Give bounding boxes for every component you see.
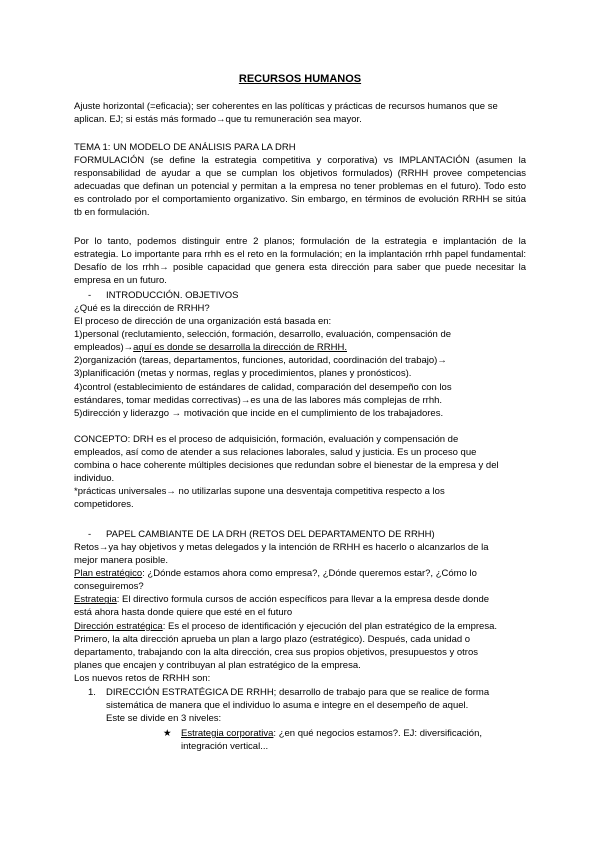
list-item: 1)personal (reclutamiento, selección, formación, desarrollo, evaluación, compensación de [74,329,452,341]
term-text: : ¿Dónde estamos ahora como empresa?, ¿Dónde queremos estar?, ¿Cómo lo [142,568,477,580]
intro-objetivos-heading [88,289,528,302]
retos-line: Retos→ya hay objetivos y metas delegados y la intención de RRHH es hacerlo o alcanzarlos de la [74,542,489,553]
dash-bullet: - [88,290,92,301]
retos-line: mejor manera posible. [74,555,168,567]
star-line [163,727,528,740]
tema1-heading: TEMA 1: UN MODELO DE ANÁLISIS PARA LA DRH [74,142,296,153]
papel-body [74,541,526,685]
term-label: Dirección estratégica [74,620,163,632]
tema1-paragraph-2: Por lo tanto, podemos distinguir entre 2 planos; formulación de la estrategia e implantación de la estrategia. Lo importante para rrhh es el reto en la formulación; en la implantación rrhh papel fundamental: Desafío de los rrhh→ posible capacidad que genera esta dirección para saber que puede necesitar la empresa en un futuro. [74,236,526,287]
direccion-line [74,620,526,633]
numbered-line: Este se divide en 3 niveles: [106,713,222,725]
list-item-text: empleados)→ [74,342,134,354]
concepto-line: empleados, así como de atender a sus relaciones laborales, salud y justicia. Es un proceso que [74,447,477,459]
document-title: RECURSOS HUMANOS [238,73,362,85]
term-label: Plan estratégico [74,568,143,580]
plan-line: conseguiremos? [74,581,144,593]
direccion-line: departamento, trabajando con la alta dirección, crea sus propios objetivos, presupuestos y otros [74,646,478,658]
term-text: : Es el proceso de identificación y ejecución del plan estratégico de la empresa. [162,620,497,632]
star-line: integración vertical... [181,741,269,753]
based-line: El proceso de dirección de una organización está basada en: [74,316,332,328]
list-item: 2)organización (tareas, departamentos, funciones, autoridad, coordinación del trabajo)→ [74,355,447,367]
underlined-text: aquí es donde se desarrolla la dirección de RRHH. [133,342,348,354]
star-list-item [163,727,528,753]
nuevos-retos-line: Los nuevos retos de RRHH son: [74,672,211,684]
concepto-line: *prácticas universales→ no utilizarlas supone una desventaja competitiva respecto a los [74,486,445,498]
direccion-line: planes que encajen y contribuyan al plan estratégico de la empresa. [74,659,361,671]
numbered-line [88,686,528,699]
estrategia-line [74,593,526,606]
item-text: DIRECCIÓN ESTRATÉGICA DE RRHH; desarrollo de trabajo para que se realice de forma [106,687,490,698]
concepto-line: CONCEPTO: DRH es el proceso de adquisición, formación, evaluación y compensación de [74,434,459,445]
question-line: ¿Qué es la dirección de RRHH? [74,303,210,314]
intro-paragraph [74,100,526,126]
list-item: 4)control (establecimiento de estándares de calidad, comparación del desempeño con los [74,381,452,393]
concepto-paragraph [74,433,526,512]
section-heading-text: PAPEL CAMBIANTE DE LA DRH (RETOS DEL DEPARTAMENTO DE RRHH) [106,529,435,540]
list-item [74,341,526,354]
term-label: Estrategia [74,594,117,606]
term-text: : ¿en qué negocios estamos?. EJ: diversificación, [273,728,482,739]
intro-line: aplican. EJ; si estás más formado→que tu remuneración sea mayor. [74,114,362,126]
papel-heading [88,528,528,541]
term-label: Estrategia corporativa [181,728,274,739]
star-icon: ★ [163,728,172,739]
list-item: 3)planificación (metas y normas, reglas y procedimientos, planes y pronósticos). [74,368,412,380]
numbered-line: sistemática de manera que el individuo lo asuma e integre en el desempeño de aquel. [106,700,469,712]
numbered-item-1 [88,686,528,725]
intro-objetivos-body [74,302,526,420]
concepto-line: combina o hace coherente múltiples decisiones que redundan sobre el bienestar de la empresa y del [74,460,499,472]
estrategia-line: está ahora hasta donde quiere que esté en el futuro [74,607,293,619]
tema1-section [74,141,526,220]
concepto-line: competidores. [74,499,134,511]
item-number: 1. [88,687,96,698]
intro-line: Ajuste horizontal (=eficacia); ser coherentes en las políticas y prácticas de recursos humanos que se [74,101,498,112]
list-item: 5)dirección y liderazgo → motivación que incide en el cumplimiento de los trabajadores. [74,407,444,419]
concepto-line: individuo. [74,473,115,485]
plan-line [74,567,526,580]
tema1-paragraph-1: FORMULACIÓN (se define la estrategia competitiva y corporativa) vs IMPLANTACIÓN (asumen la responsabilidad de ayudar a que se cumplan los objetivos formulados) (RRHH provee competencias adecuadas que definan un potencial y permitan a la empresa no tener problemas en el futuro). Todo esto es controlado por el comportamiento organizativo. Sin embargo, en términos de evolución RRHH se sitúa tb en formulación. [74,155,526,219]
section-heading-text: INTRODUCCIÓN. OBJETIVOS [106,290,239,301]
term-text: : El directivo formula cursos de acción específicos para llevar a la empresa desde donde [116,594,490,606]
list-item: estándares, tomar medidas correctivas)→es una de las labores más complejas de rrhh. [74,394,443,406]
direccion-line: Primero, la alta dirección aprueba un plan a largo plazo (estratégico). Después, cada unidad o [74,633,471,645]
dash-bullet: - [88,529,92,540]
